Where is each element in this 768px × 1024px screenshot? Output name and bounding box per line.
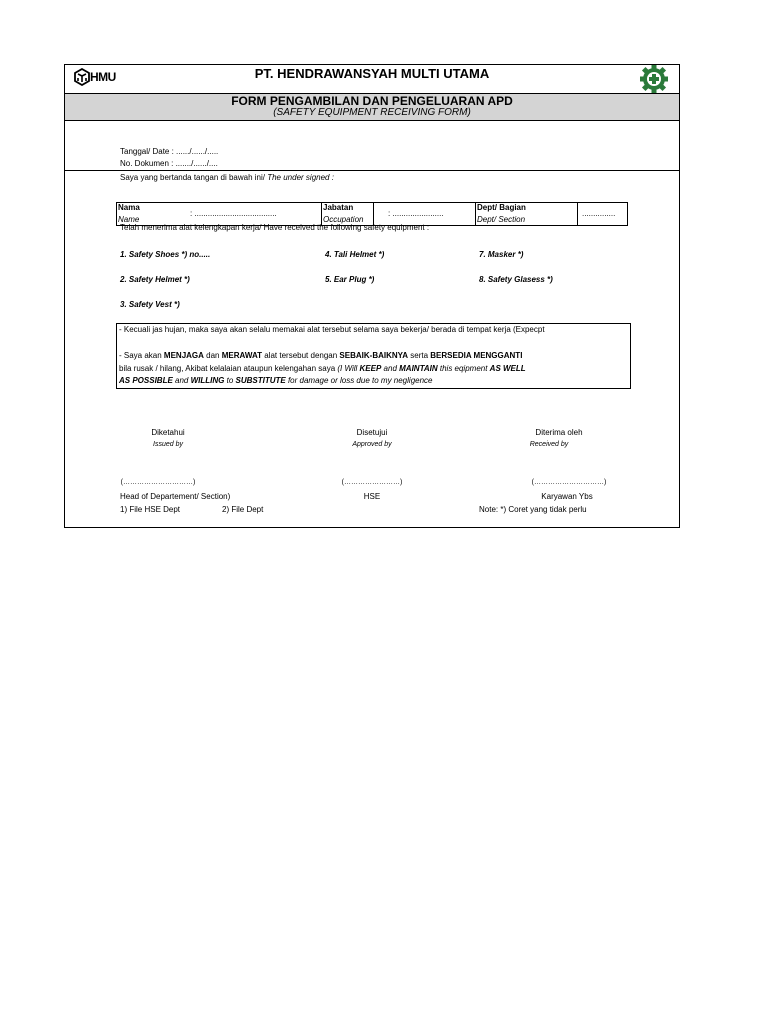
equipment-item[interactable]: 5. Ear Plug *) [325, 275, 375, 284]
copy-distribution-2: 2) File Dept [222, 505, 264, 514]
statement-line-4: AS POSSIBLE and WILLING to SUBSTITUTE for damage or loss due to my negligence [119, 376, 433, 385]
received-by-role: Karyawan Ybs [541, 492, 593, 501]
equipment-item[interactable]: 8. Safety Glasess *) [479, 275, 553, 284]
logo-text: HMU [90, 70, 116, 84]
issued-by-role: Head of Departement/ Section) [120, 492, 231, 501]
approved-by-subtitle: Approved by [352, 441, 392, 448]
dept-label: Dept/ Bagian [477, 203, 526, 212]
equipment-item[interactable]: 2. Safety Helmet *) [120, 275, 190, 284]
date-field: Tanggal/ Date : ....../....../..... [120, 147, 219, 156]
form-subtitle: (SAFETY EQUIPMENT RECEIVING FORM) [273, 107, 471, 118]
occupation-label: Jabatan [323, 203, 354, 212]
statement-line-2: - Saya akan MENJAGA dan MERAWAT alat tersebut dengan SEBAIK-BAIKNYA serta BERSEDIA MENGGANTI [119, 351, 523, 360]
issued-by-subtitle: Issued by [153, 441, 183, 448]
statement-line-3: bila rusak / hilang, Akibat kelalaian ataupun kelengahan saya (I Will KEEP and MAINTAIN this eqipment AS WELL [119, 364, 526, 373]
intro-en: The under signed : [267, 173, 334, 182]
intro-line [120, 173, 334, 182]
occupation-field[interactable]: : ....................... [388, 209, 444, 218]
divider [64, 170, 680, 171]
copy-distribution-1: 1) File HSE Dept [120, 505, 181, 514]
dept-field[interactable]: ............... [582, 209, 616, 218]
safety-gear-icon [638, 64, 670, 94]
occupation-sublabel: Occupation [323, 215, 364, 224]
company-name: PT. HENDRAWANSYAH MULTI UTAMA [254, 66, 490, 81]
dept-sublabel: Dept/ Section [477, 215, 526, 224]
document-number-field: No. Dokumen : ......./....../.... [120, 159, 218, 168]
name-sublabel: Name [118, 215, 140, 224]
statement-line-1: - Kecuali jas hujan, maka saya akan selalu memakai alat tersebut selama saya bekerja/ berada di tempat kerja (Expecpt [119, 325, 545, 334]
approved-by-signature-line[interactable]: (……………………) [341, 479, 403, 486]
footnote: Note: *) Coret yang tidak perlu [479, 505, 587, 514]
received-by-subtitle: Received by [529, 441, 569, 448]
approved-by-title: Disetujui [356, 428, 388, 437]
received-line: Telah menerima alat kelengkapan kerja/ Have received the following safety equipment : [120, 223, 430, 232]
divider [64, 120, 680, 121]
issued-by-signature-line[interactable]: (…………………………) [120, 479, 196, 486]
approved-by-role: HSE [363, 492, 381, 501]
name-field[interactable]: : ..................................... [190, 209, 277, 218]
equipment-item[interactable]: 3. Safety Vest *) [120, 300, 180, 309]
intro-id: Saya yang bertanda tangan di bawah ini/ [120, 173, 268, 182]
issued-by-title: Diketahui [151, 428, 185, 437]
equipment-item[interactable]: 4. Tali Helmet *) [325, 250, 385, 259]
equipment-item[interactable]: 1. Safety Shoes *) no..... [120, 250, 211, 259]
received-by-signature-line[interactable]: (…………………………) [531, 479, 607, 486]
form-title: FORM PENGAMBILAN DAN PENGELUARAN APD [231, 94, 513, 108]
name-label: Nama [118, 203, 140, 212]
safety-equipment-form [64, 64, 680, 528]
equipment-item[interactable]: 7. Masker *) [479, 250, 524, 259]
received-by-title: Diterima oleh [535, 428, 583, 437]
